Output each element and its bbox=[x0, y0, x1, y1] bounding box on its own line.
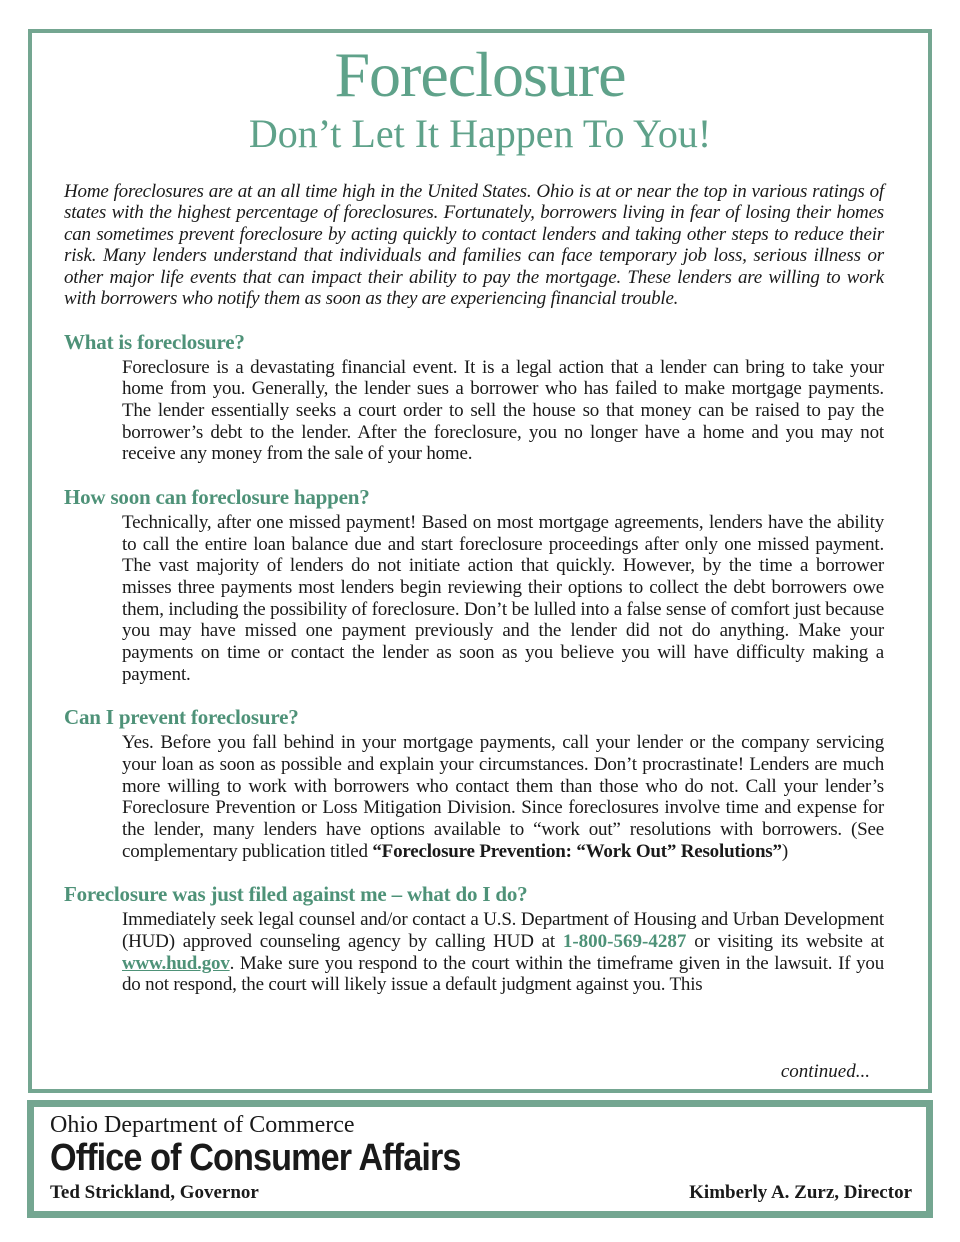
intro-paragraph: Home foreclosures are at an all time high in the United States. Ohio is at or near the top in various ratings of states with the highest percentage of foreclosures. Fortunately, borrowers living in fear of losing their homes can sometimes prevent foreclosure by acting quickly to contact lenders and taking other steps to reduce their risk. Many lenders understand that individuals and families can face temporary job loss, serious illness or other major life events that can impact their ability to pay the mortgage. These lenders are willing to work with borrowers who notify them as soon as they are experiencing financial trouble. bbox=[64, 181, 884, 310]
section-how-soon bbox=[32, 485, 928, 685]
body-text-run: Technically, after one missed payment! Based on most mortgage agreements, lenders have the ability to call the entire loan balance due and start foreclosure proceedings after only one missed payment. The vast majority of lenders do not initiate action that quickly. However, by the time a borrower misses three payments most lenders begin reviewing their options to collect the debt borrowers owe them, including the possibility of foreclosure. Don’t be lulled into a false sense of comfort just because you may have missed one payment previously and the lender did not do anything. Make your payments on time or contact the lender as soon as you believe you will have difficulty making a payment. bbox=[122, 512, 884, 685]
section-heading-just-filed: Foreclosure was just filed against me – what do I do? bbox=[64, 882, 528, 907]
footer-office-name: Office of Consumer Affairs bbox=[50, 1137, 461, 1180]
section-heading-what-is-foreclosure: What is foreclosure? bbox=[64, 329, 245, 354]
document-frame bbox=[28, 29, 932, 1093]
footer-director-name: Kimberly A. Zurz, Director bbox=[689, 1182, 912, 1204]
footer-officials-row bbox=[50, 1182, 912, 1204]
body-text-run: . Make sure you respond to the court within the timeframe given in the lawsuit. If you do not respond, the court will likely issue a default judgment against you. This bbox=[122, 952, 884, 996]
body-text-run: Yes. Before you fall behind in your mortgage payments, call your lender or the company servicing your loan as soon as possible and explain your circumstances. Don’t procrastinate! Lenders are much more willing to work with borrowers who contact them than those who do not. Call your lender’s Foreclosure Prevention or Loss Mitigation Division. Since foreclosures involve time and expense for the lender, many lenders have options available to “work out” resolutions with borrowers. (See complementary publication titled bbox=[122, 732, 884, 862]
body-text-run: Immediately seek legal counsel and/or contact a U.S. Department of Housing and Urban Development (HUD) approved counseling agency by calling HUD at bbox=[122, 909, 884, 952]
publication-title-bold: “Foreclosure Prevention: “Work Out” Resolutions” bbox=[372, 840, 782, 862]
page-title: Foreclosure bbox=[334, 39, 626, 110]
continued-note: continued... bbox=[780, 1061, 870, 1082]
body-text-run: ) bbox=[781, 840, 788, 862]
section-body-what-is-foreclosure bbox=[122, 357, 884, 465]
section-heading-prevent: Can I prevent foreclosure? bbox=[64, 705, 299, 730]
footer bbox=[27, 1100, 933, 1218]
section-what-is-foreclosure bbox=[32, 330, 928, 465]
section-body-how-soon bbox=[122, 512, 884, 685]
section-just-filed bbox=[32, 882, 928, 996]
body-text-run: or visiting its website at bbox=[686, 930, 884, 952]
body-text-run: Foreclosure is a devastating financial event. It is a legal action that a lender can bring to take your home from you. Generally, the lender sues a borrower who has failed to make mortgage payments. The lender essentially seeks a court order to sell the house so that money can be raised to pay the borrower’s debt to the lender. After the foreclosure, you no longer have a home and you may not receive any money from the sale of your home. bbox=[122, 356, 884, 465]
footer-governor-name: Ted Strickland, Governor bbox=[50, 1182, 259, 1204]
section-heading-how-soon: How soon can foreclosure happen? bbox=[64, 485, 370, 510]
section-prevent bbox=[32, 705, 928, 862]
section-body-prevent bbox=[122, 732, 884, 862]
section-body-just-filed bbox=[122, 909, 884, 996]
footer-department-name: Ohio Department of Commerce bbox=[50, 1112, 355, 1138]
hud-phone-number: 1-800-569-4287 bbox=[562, 930, 687, 952]
page-subtitle: Don’t Let It Happen To You! bbox=[248, 111, 712, 156]
hud-website-link[interactable]: www.hud.gov bbox=[122, 952, 230, 974]
